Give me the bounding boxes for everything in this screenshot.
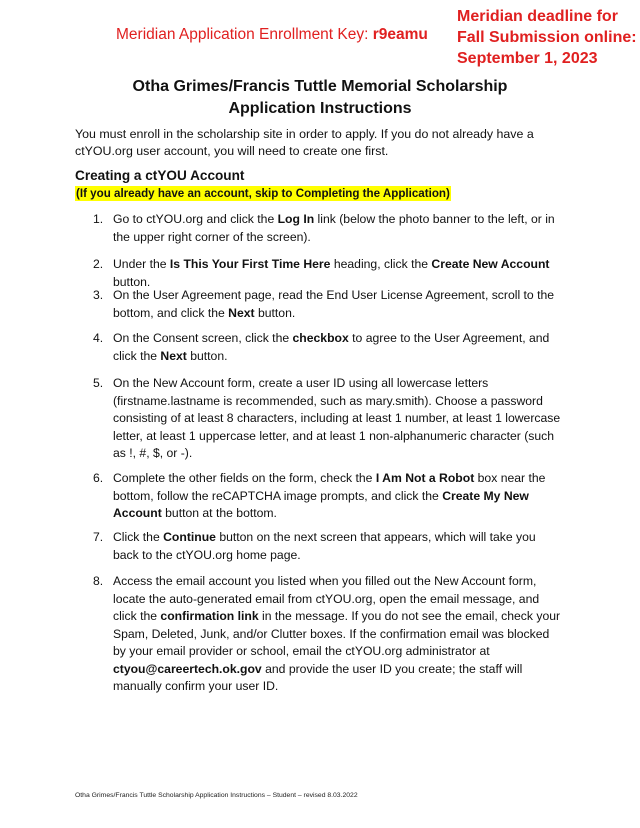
step-text (113, 573, 561, 696)
step-run: Go to ctYOU.org and click the (113, 212, 278, 226)
step-emphasis: Create My New Account (113, 488, 529, 520)
step-run: heading, click the (330, 257, 432, 271)
step-item (93, 529, 561, 564)
step-item (93, 287, 561, 322)
step-run: Click the (113, 530, 164, 544)
step-emphasis: Log In (277, 212, 315, 226)
step-run: button. (254, 305, 296, 320)
step-emphasis: I Am Not a Robot (375, 471, 475, 485)
step-number: 4. (93, 331, 104, 345)
step-emphasis: confirmation link (160, 609, 259, 623)
step-run: On the Consent screen, click the (113, 331, 293, 345)
document-title: Otha Grimes/Francis Tuttle Memorial Scholarship (132, 78, 508, 95)
step-emphasis: Is This Your First Time Here (169, 257, 331, 271)
step-text (113, 256, 561, 291)
step-emphasis: Continue (163, 530, 216, 544)
step-run: button. (186, 348, 228, 363)
step-emphasis: Next (228, 305, 255, 320)
step-run: button at the bottom. (161, 506, 277, 520)
step-run: button on the next screen that appears, which will take you back to the ctYOU.org home page. (113, 530, 536, 562)
step-emphasis: checkbox (292, 331, 349, 345)
step-text (113, 375, 561, 463)
step-run: and provide the user ID you create; the staff will manually confirm your user ID. (113, 661, 523, 693)
step-number: 5. (93, 376, 104, 390)
step-number: 6. (93, 471, 104, 485)
step-text (113, 330, 561, 365)
step-run: box near the bottom, follow the reCAPTCHA image prompts, and click the (113, 471, 546, 503)
deadline-notice: Meridian deadline for Fall Submission online: September 1, 2023 (457, 8, 637, 67)
step-emphasis: Create New Account (431, 257, 550, 271)
intro-paragraph: You must enroll in the scholarship site in order to apply. If you do not already have a ctYOU.org user account, you will need to create one first. (75, 127, 534, 158)
step-number: 8. (93, 574, 104, 588)
step-emphasis: ctyou@careertech.ok.gov (113, 661, 262, 676)
page-footer: Otha Grimes/Francis Tuttle Scholarship Application Instructions – Student – revised 8.03.2022 (75, 792, 358, 799)
step-emphasis: Next (160, 348, 187, 363)
step-text (113, 211, 561, 246)
step-number: 2. (93, 257, 104, 271)
step-text (113, 287, 561, 322)
document-subtitle: Application Instructions (228, 100, 412, 117)
step-item (93, 375, 561, 463)
step-item (93, 211, 561, 246)
step-run: On the User Agreement page, read the End User License Agreement, scroll to the bottom, and click the (113, 288, 555, 320)
step-run: link (below the photo banner to the left, or in the upper right corner of the screen). (113, 212, 555, 244)
step-number: 1. (93, 212, 104, 226)
section-heading: Creating a ctYOU Account (75, 168, 245, 183)
step-run: to agree to the User Agreement, and click the (113, 331, 550, 363)
skip-note: (If you already have an account, skip to Completing the Application) (76, 187, 450, 200)
step-text (113, 470, 561, 523)
enrollment-key-value: r9eamu (372, 26, 428, 43)
step-number: 7. (93, 530, 104, 544)
step-item (93, 256, 561, 291)
step-item (93, 573, 561, 696)
step-run: Under the (113, 257, 170, 271)
step-text (113, 529, 561, 564)
step-run: On the New Account form, create a user ID using all lowercase letters (firstname.lastname is recommended, such as mary.smith). Choose a password consisting of at least 8 characters, including at least 1 number, at least 1 lowercase letter, at least 1 uppercase letter, and at least 1 non-alphanumeric character (such as !, #, $, or -). (113, 376, 561, 460)
enrollment-key-line (116, 26, 428, 44)
step-run: Access the email account you listed when you filled out the New Account form, locate the auto-generated email from ctYOU.org, open the email message, and click the (113, 574, 540, 623)
step-run: in the message. If you do not see the email, check your Spam, Deleted, Junk, and/or Clutter boxes. If the confirmation email was blocked by your email provider or school, email the ctYOU.org administrator at (113, 609, 561, 658)
step-item (93, 470, 561, 523)
step-item (93, 330, 561, 365)
enrollment-key-label: Meridian Application Enrollment Key: (116, 26, 373, 43)
step-run: button. (113, 274, 151, 289)
step-run: Complete the other fields on the form, check the (113, 471, 376, 485)
step-number: 3. (93, 288, 104, 302)
